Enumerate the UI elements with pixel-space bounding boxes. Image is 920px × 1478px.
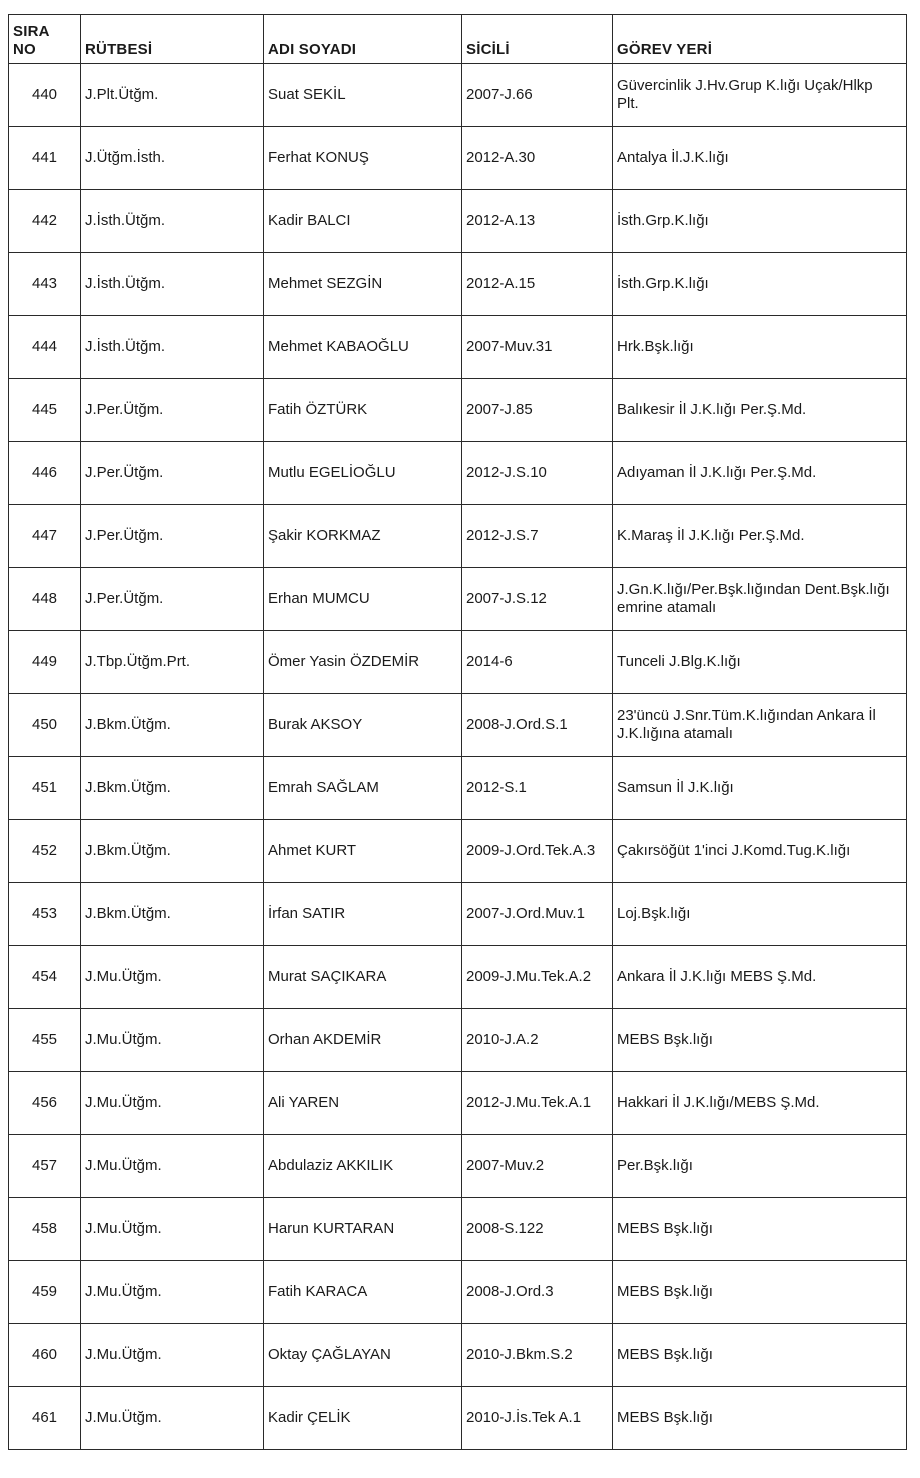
cell-rutbesi: J.İsth.Ütğm. [81, 190, 264, 253]
header-gorev-yeri: GÖREV YERİ [613, 15, 907, 64]
table-row [9, 1387, 907, 1450]
cell-rutbesi: J.Bkm.Ütğm. [81, 694, 264, 757]
cell-adi-soyadi: Mutlu EGELİOĞLU [264, 442, 462, 505]
cell-gorev-yeri: MEBS Bşk.lığı [613, 1261, 907, 1324]
cell-adi-soyadi: Harun KURTARAN [264, 1198, 462, 1261]
table-row [9, 883, 907, 946]
cell-rutbesi: J.Per.Ütğm. [81, 505, 264, 568]
cell-sira-no: 443 [9, 253, 81, 316]
cell-adi-soyadi: Emrah SAĞLAM [264, 757, 462, 820]
cell-sicili: 2007-J.66 [462, 64, 613, 127]
table-row [9, 1072, 907, 1135]
cell-sicili: 2012-S.1 [462, 757, 613, 820]
cell-adi-soyadi: Suat SEKİL [264, 64, 462, 127]
cell-sira-no: 440 [9, 64, 81, 127]
personnel-table [8, 14, 907, 1450]
cell-sicili: 2010-J.Bkm.S.2 [462, 1324, 613, 1387]
table-row [9, 757, 907, 820]
cell-sira-no: 446 [9, 442, 81, 505]
table-row [9, 1261, 907, 1324]
table-row [9, 1009, 907, 1072]
cell-rutbesi: J.Mu.Ütğm. [81, 1072, 264, 1135]
cell-sira-no: 457 [9, 1135, 81, 1198]
header-sicili: SİCİLİ [462, 15, 613, 64]
cell-gorev-yeri: J.Gn.K.lığı/Per.Bşk.lığından Dent.Bşk.lığı emrine atamalı [613, 568, 907, 631]
cell-rutbesi: J.Per.Ütğm. [81, 442, 264, 505]
personnel-table-page [8, 14, 906, 1450]
cell-sicili: 2012-A.30 [462, 127, 613, 190]
table-row [9, 379, 907, 442]
cell-sicili: 2012-J.S.7 [462, 505, 613, 568]
cell-sira-no: 451 [9, 757, 81, 820]
cell-gorev-yeri: MEBS Bşk.lığı [613, 1387, 907, 1450]
cell-adi-soyadi: Şakir KORKMAZ [264, 505, 462, 568]
cell-rutbesi: J.Mu.Ütğm. [81, 1198, 264, 1261]
cell-rutbesi: J.Plt.Ütğm. [81, 64, 264, 127]
cell-adi-soyadi: Ferhat KONUŞ [264, 127, 462, 190]
header-sira-no: SIRA NO [9, 15, 81, 64]
cell-gorev-yeri: Loj.Bşk.lığı [613, 883, 907, 946]
cell-gorev-yeri: Adıyaman İl J.K.lığı Per.Ş.Md. [613, 442, 907, 505]
cell-rutbesi: J.Mu.Ütğm. [81, 1387, 264, 1450]
cell-sicili: 2009-J.Mu.Tek.A.2 [462, 946, 613, 1009]
cell-rutbesi: J.Mu.Ütğm. [81, 1135, 264, 1198]
cell-gorev-yeri: İsth.Grp.K.lığı [613, 253, 907, 316]
cell-sicili: 2008-J.Ord.S.1 [462, 694, 613, 757]
cell-gorev-yeri: MEBS Bşk.lığı [613, 1198, 907, 1261]
cell-adi-soyadi: İrfan SATIR [264, 883, 462, 946]
cell-sira-no: 452 [9, 820, 81, 883]
cell-sira-no: 442 [9, 190, 81, 253]
table-row [9, 64, 907, 127]
table-row [9, 316, 907, 379]
cell-adi-soyadi: Erhan MUMCU [264, 568, 462, 631]
cell-adi-soyadi: Burak AKSOY [264, 694, 462, 757]
cell-gorev-yeri: İsth.Grp.K.lığı [613, 190, 907, 253]
cell-adi-soyadi: Ali YAREN [264, 1072, 462, 1135]
cell-sira-no: 455 [9, 1009, 81, 1072]
cell-sira-no: 459 [9, 1261, 81, 1324]
cell-sicili: 2014-6 [462, 631, 613, 694]
cell-rutbesi: J.Mu.Ütğm. [81, 946, 264, 1009]
cell-sira-no: 444 [9, 316, 81, 379]
cell-gorev-yeri: Antalya İl.J.K.lığı [613, 127, 907, 190]
cell-adi-soyadi: Mehmet KABAOĞLU [264, 316, 462, 379]
table-row [9, 820, 907, 883]
table-row [9, 631, 907, 694]
table-row [9, 253, 907, 316]
cell-sira-no: 453 [9, 883, 81, 946]
cell-adi-soyadi: Kadir ÇELİK [264, 1387, 462, 1450]
cell-sira-no: 460 [9, 1324, 81, 1387]
cell-sicili: 2012-A.13 [462, 190, 613, 253]
cell-sicili: 2007-J.85 [462, 379, 613, 442]
table-row [9, 127, 907, 190]
cell-sira-no: 445 [9, 379, 81, 442]
header-adi-soyadi: ADI SOYADI [264, 15, 462, 64]
cell-gorev-yeri: Balıkesir İl J.K.lığı Per.Ş.Md. [613, 379, 907, 442]
cell-sira-no: 458 [9, 1198, 81, 1261]
table-row [9, 442, 907, 505]
table-row [9, 1324, 907, 1387]
cell-gorev-yeri: MEBS Bşk.lığı [613, 1009, 907, 1072]
cell-sicili: 2007-J.S.12 [462, 568, 613, 631]
table-header-row [9, 15, 907, 64]
cell-rutbesi: J.Per.Ütğm. [81, 379, 264, 442]
header-rutbesi: RÜTBESİ [81, 15, 264, 64]
cell-sicili: 2009-J.Ord.Tek.A.3 [462, 820, 613, 883]
cell-adi-soyadi: Fatih KARACA [264, 1261, 462, 1324]
cell-adi-soyadi: Fatih ÖZTÜRK [264, 379, 462, 442]
cell-rutbesi: J.İsth.Ütğm. [81, 253, 264, 316]
cell-sicili: 2008-J.Ord.3 [462, 1261, 613, 1324]
cell-rutbesi: J.Tbp.Ütğm.Prt. [81, 631, 264, 694]
cell-sira-no: 449 [9, 631, 81, 694]
cell-gorev-yeri: Çakırsöğüt 1'inci J.Komd.Tug.K.lığı [613, 820, 907, 883]
cell-gorev-yeri: Güvercinlik J.Hv.Grup K.lığı Uçak/Hlkp Plt. [613, 64, 907, 127]
cell-sira-no: 454 [9, 946, 81, 1009]
cell-rutbesi: J.İsth.Ütğm. [81, 316, 264, 379]
cell-gorev-yeri: Ankara İl J.K.lığı MEBS Ş.Md. [613, 946, 907, 1009]
cell-adi-soyadi: Ahmet KURT [264, 820, 462, 883]
cell-sicili: 2012-J.S.10 [462, 442, 613, 505]
cell-sira-no: 461 [9, 1387, 81, 1450]
cell-sicili: 2012-J.Mu.Tek.A.1 [462, 1072, 613, 1135]
cell-rutbesi: J.Bkm.Ütğm. [81, 757, 264, 820]
cell-adi-soyadi: Oktay ÇAĞLAYAN [264, 1324, 462, 1387]
table-row [9, 1198, 907, 1261]
table-row [9, 505, 907, 568]
cell-rutbesi: J.Mu.Ütğm. [81, 1261, 264, 1324]
cell-gorev-yeri: 23'üncü J.Snr.Tüm.K.lığından Ankara İl J.K.lığına atamalı [613, 694, 907, 757]
cell-rutbesi: J.Per.Ütğm. [81, 568, 264, 631]
cell-sicili: 2007-Muv.2 [462, 1135, 613, 1198]
cell-sicili: 2010-J.A.2 [462, 1009, 613, 1072]
cell-gorev-yeri: K.Maraş İl J.K.lığı Per.Ş.Md. [613, 505, 907, 568]
cell-sira-no: 450 [9, 694, 81, 757]
table-row [9, 694, 907, 757]
cell-sicili: 2007-J.Ord.Muv.1 [462, 883, 613, 946]
cell-sicili: 2012-A.15 [462, 253, 613, 316]
cell-adi-soyadi: Murat SAÇIKARA [264, 946, 462, 1009]
table-row [9, 190, 907, 253]
cell-gorev-yeri: Hrk.Bşk.lığı [613, 316, 907, 379]
table-row [9, 946, 907, 1009]
table-row [9, 568, 907, 631]
cell-sira-no: 447 [9, 505, 81, 568]
cell-sira-no: 448 [9, 568, 81, 631]
cell-adi-soyadi: Orhan AKDEMİR [264, 1009, 462, 1072]
cell-gorev-yeri: Tunceli J.Blg.K.lığı [613, 631, 907, 694]
cell-gorev-yeri: Hakkari İl J.K.lığı/MEBS Ş.Md. [613, 1072, 907, 1135]
cell-adi-soyadi: Abdulaziz AKKILIK [264, 1135, 462, 1198]
cell-gorev-yeri: Samsun İl J.K.lığı [613, 757, 907, 820]
cell-adi-soyadi: Kadir BALCI [264, 190, 462, 253]
cell-sira-no: 456 [9, 1072, 81, 1135]
cell-gorev-yeri: Per.Bşk.lığı [613, 1135, 907, 1198]
table-body [9, 64, 907, 1450]
cell-adi-soyadi: Ömer Yasin ÖZDEMİR [264, 631, 462, 694]
cell-sicili: 2010-J.İs.Tek A.1 [462, 1387, 613, 1450]
cell-rutbesi: J.Mu.Ütğm. [81, 1324, 264, 1387]
cell-sicili: 2007-Muv.31 [462, 316, 613, 379]
cell-sira-no: 441 [9, 127, 81, 190]
cell-rutbesi: J.Ütğm.İsth. [81, 127, 264, 190]
table-row [9, 1135, 907, 1198]
cell-rutbesi: J.Bkm.Ütğm. [81, 820, 264, 883]
cell-rutbesi: J.Bkm.Ütğm. [81, 883, 264, 946]
cell-sicili: 2008-S.122 [462, 1198, 613, 1261]
cell-adi-soyadi: Mehmet SEZGİN [264, 253, 462, 316]
cell-gorev-yeri: MEBS Bşk.lığı [613, 1324, 907, 1387]
cell-rutbesi: J.Mu.Ütğm. [81, 1009, 264, 1072]
